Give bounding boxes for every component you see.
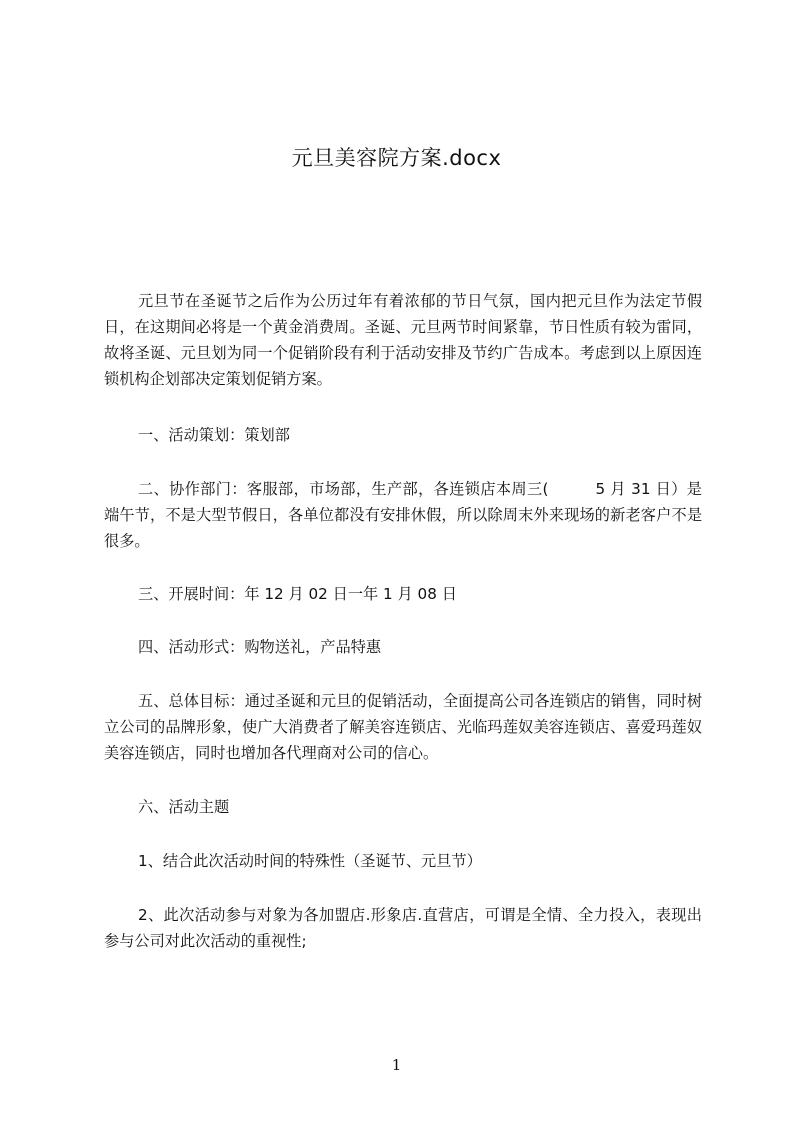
section-overall-goal: 五、总体目标：通过圣诞和元旦的促销活动，全面提高公司各连锁店的销售，同时树立公司的品牌形象，使广大消费者了解美容连锁店、光临玛莲奴美容连锁店、喜爱玛莲奴美容连锁店，同时也增加各代理商对公司的信心。 — [104, 692, 702, 762]
section-activity-form: 四、活动形式：购物送礼，产品特惠 — [138, 638, 381, 656]
section-activity-planning: 一、活动策划：策划部 — [138, 426, 290, 444]
section-schedule: 三、开展时间：年 12 月 02 日一年 1 月 08 日 — [138, 585, 457, 603]
document-title: 元旦美容院方案.docx — [291, 146, 502, 170]
theme-item-2: 2、此次活动参与对象为各加盟店.形象店.直营店，可谓是全情、全力投入，表现出参与公司对此次活动的重视性; — [104, 906, 702, 950]
intro-paragraph: 元旦节在圣诞节之后作为公历过年有着浓郁的节日气氛，国内把元旦作为法定节假日，在这期间必将是一个黄金消费周。圣诞、元旦两节时间紧靠，节日性质有较为雷同，故将圣诞、元旦划为同一个促销阶段有利于活动安排及节约广告成本。考虑到以上原因连锁机构企划部决定策划促销方案。 — [104, 292, 702, 388]
section-cooperating-departments: 二、协作部门：客服部，市场部，生产部，各连锁店本周三( 5 月 31 日）是端午节，不是大型节假日，各单位都没有安排休假，所以除周末外来现场的新老客户不是很多。 — [104, 480, 702, 550]
section-activity-theme: 六、活动主题 — [138, 798, 230, 816]
theme-item-1: 1、结合此次活动时间的特殊性（圣诞节、元旦节） — [138, 852, 482, 870]
page-number: 1 — [391, 1056, 402, 1074]
